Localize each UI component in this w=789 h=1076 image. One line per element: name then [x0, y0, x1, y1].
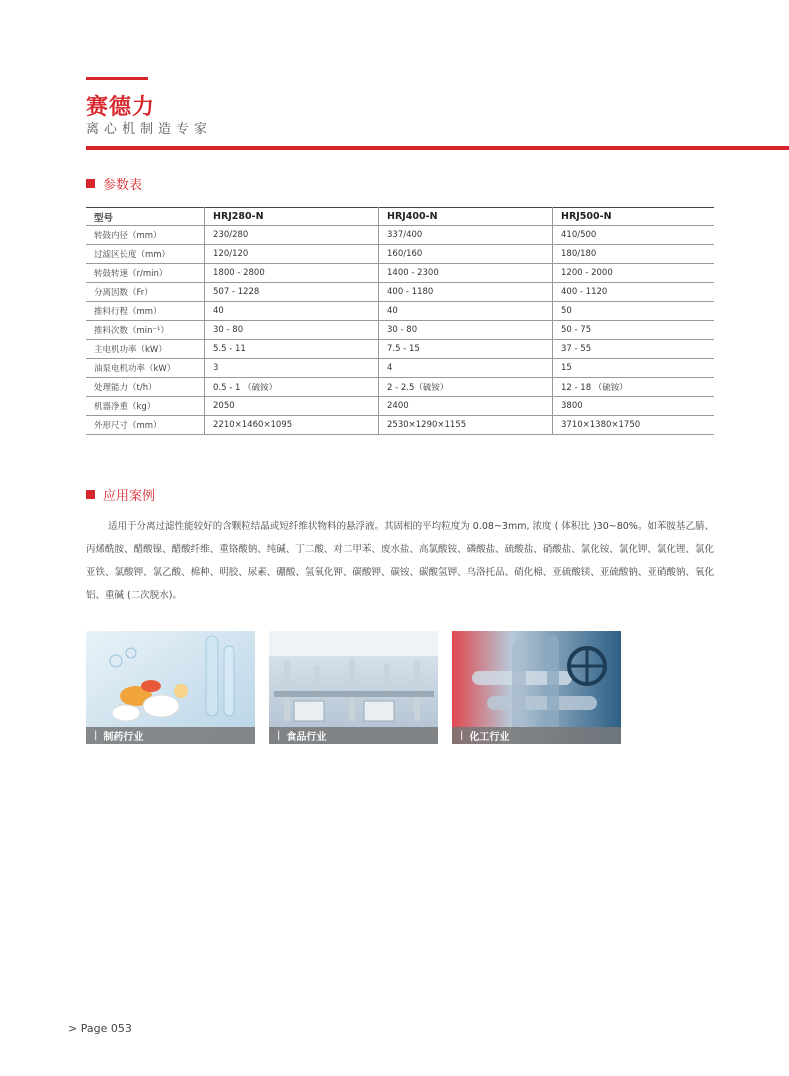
table-row: [86, 245, 714, 264]
value-cell: 2050: [205, 397, 379, 416]
value-cell: 50 - 75: [553, 321, 715, 340]
value-cell: 1200 - 2000: [553, 264, 715, 283]
value-cell: 7.5 - 15: [379, 340, 553, 359]
brand-top-line: [86, 77, 148, 80]
industry-card-food: [269, 631, 438, 744]
value-cell: 2400: [379, 397, 553, 416]
value-cell: 400 - 1180: [379, 283, 553, 302]
row-label-cell: 主电机功率（kW）: [86, 340, 205, 359]
value-cell: 4: [379, 359, 553, 378]
pipe-separator-icon: |: [277, 730, 281, 741]
value-cell: 0.5 - 1 （硫铵）: [205, 378, 379, 397]
brand-subtitle: 离心机制造专家: [86, 122, 213, 137]
row-label-cell: 油泵电机功率（kW）: [86, 359, 205, 378]
square-bullet-icon: [86, 179, 95, 188]
value-cell: 12 - 18 （硫铵）: [553, 378, 715, 397]
page-number: > Page 053: [68, 1022, 132, 1035]
header-cell: HRJ500-N: [553, 208, 715, 226]
industry-card-chemical: [452, 631, 621, 744]
value-cell: 30 - 80: [205, 321, 379, 340]
params-table: [86, 207, 714, 435]
params-section-title: [86, 174, 142, 193]
applications-description: 适用于分离过滤性能较好的含颗粒结晶或短纤维状物料的悬浮液。其固相的平均粒度为 0.08~3mm, 浓度 ( 体积比 )30~80%。如苯胺基乙腈、丙烯酰胺、醋酸镍、醋酸纤维、重铬酸钠、纯碱、丁二酸、对二甲苯、废水盐、高氯酸铵、磷酸盐、硫酸盐、硝酸盐、氯化铵、氯化钾、氯化锂、氯化亚铁、氯酸钾、氯乙酸、棉种、明胶、尿素、硼酸、氢氧化钾、碳酸钾、碳铵、碳酸氢钾、乌洛托品、硝化棉、亚硫酸镁、亚硫酸钠、亚硝酸钠、氧化铝、重碱 (二次脱水)。: [86, 521, 714, 601]
pipe-separator-icon: |: [94, 730, 98, 741]
industry-cards: [86, 631, 621, 744]
value-cell: 37 - 55: [553, 340, 715, 359]
table-row: [86, 264, 714, 283]
table-row: [86, 226, 714, 245]
square-bullet-icon: [86, 490, 95, 499]
card-label-bar: [269, 727, 438, 744]
row-label-cell: 过滤区长度（mm）: [86, 245, 205, 264]
value-cell: 1800 - 2800: [205, 264, 379, 283]
pipe-separator-icon: |: [460, 730, 464, 741]
table-row: [86, 378, 714, 397]
value-cell: 2 - 2.5（硫铵）: [379, 378, 553, 397]
table-row: [86, 283, 714, 302]
value-cell: 2530×1290×1155: [379, 416, 553, 435]
value-cell: 400 - 1120: [553, 283, 715, 302]
value-cell: 1400 - 2300: [379, 264, 553, 283]
value-cell: 15: [553, 359, 715, 378]
table-row: [86, 397, 714, 416]
row-label-cell: 转鼓内径（mm）: [86, 226, 205, 245]
row-label-cell: 转鼓转速（r/min）: [86, 264, 205, 283]
value-cell: 30 - 80: [379, 321, 553, 340]
value-cell: 120/120: [205, 245, 379, 264]
card-label: 制药行业: [103, 732, 144, 743]
value-cell: 507 - 1228: [205, 283, 379, 302]
card-label: 化工行业: [469, 732, 510, 743]
card-label-bar: [86, 727, 255, 744]
header-cell: HRJ400-N: [379, 208, 553, 226]
row-label-cell: 处理能力（t/h）: [86, 378, 205, 397]
industry-card-pharma: [86, 631, 255, 744]
value-cell: 40: [205, 302, 379, 321]
header-cell: 型号: [86, 208, 205, 226]
header-cell: HRJ280-N: [205, 208, 379, 226]
value-cell: 3800: [553, 397, 715, 416]
table-row: [86, 340, 714, 359]
value-cell: 337/400: [379, 226, 553, 245]
value-cell: 5.5 - 11: [205, 340, 379, 359]
value-cell: 2210×1460×1095: [205, 416, 379, 435]
params-header-row: [86, 208, 714, 226]
value-cell: 3: [205, 359, 379, 378]
apps-section-title: [86, 485, 155, 504]
params-title-text: 参数表: [103, 178, 143, 193]
card-label-bar: [452, 727, 621, 744]
header-divider: [86, 146, 789, 150]
value-cell: 180/180: [553, 245, 715, 264]
row-label-cell: 机器净重（kg）: [86, 397, 205, 416]
row-label-cell: 分离因数（Fr）: [86, 283, 205, 302]
value-cell: 40: [379, 302, 553, 321]
value-cell: 160/160: [379, 245, 553, 264]
value-cell: 3710×1380×1750: [553, 416, 715, 435]
card-label: 食品行业: [286, 732, 327, 743]
table-row: [86, 321, 714, 340]
value-cell: 50: [553, 302, 715, 321]
table-row: [86, 359, 714, 378]
value-cell: 230/280: [205, 226, 379, 245]
row-label-cell: 外形尺寸（mm）: [86, 416, 205, 435]
apps-title-text: 应用案例: [103, 489, 156, 504]
value-cell: 410/500: [553, 226, 715, 245]
table-row: [86, 302, 714, 321]
row-label-cell: 推料次数（min⁻¹）: [86, 321, 205, 340]
table-row: [86, 416, 714, 435]
brand-name: 赛德力: [86, 95, 156, 120]
row-label-cell: 推料行程（mm）: [86, 302, 205, 321]
